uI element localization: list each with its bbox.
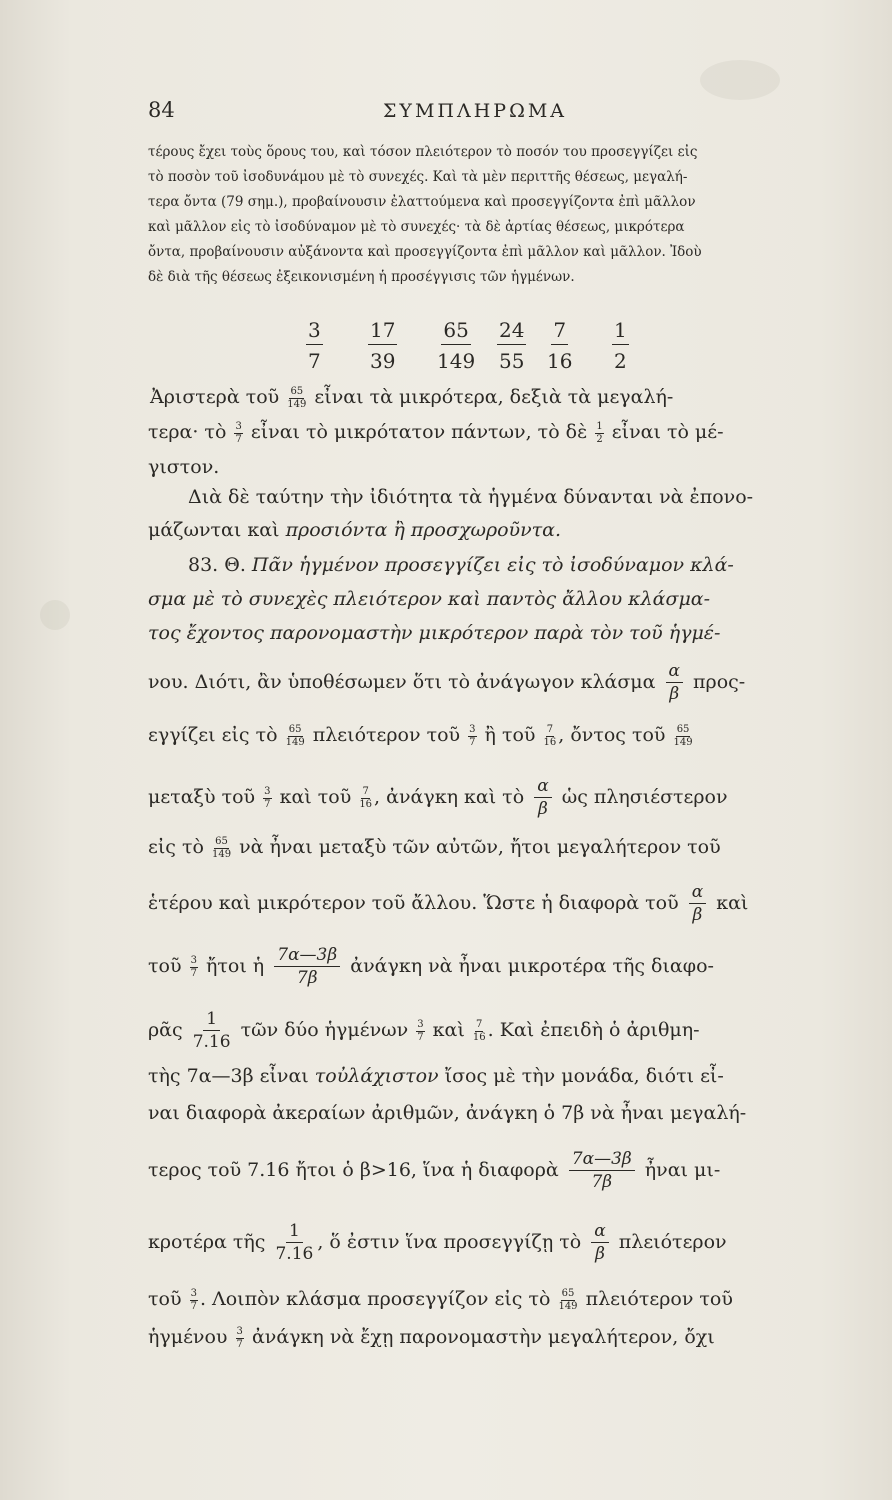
inline-fraction: $\frac{3}{7}$	[417, 1018, 424, 1043]
inline-fraction: $\frac{\alpha}{\beta}$	[689, 883, 706, 925]
text-line: τὴς 7α—3β εἶναι τοὐλάχιστον ἴσος μὲ τὴν μονάδα, διότι εἶ-	[148, 1065, 724, 1087]
inline-fraction: $\frac{3}{7}$	[190, 1287, 197, 1312]
text-line: εἰς τὸ $\frac{65}{149}$ νὰ ἦναι μεταξὺ τῶν αὐτῶν, ἤτοι μεγαλήτερον τοῦ	[148, 835, 721, 860]
inline-fraction: $\frac{1}{7.16}$	[192, 1009, 231, 1052]
text-line: μάζωνται καὶ προσιόντα ἢ προσχωροῦντα.	[148, 519, 562, 541]
running-header	[0, 98, 892, 128]
text-line: κροτέρα τῆς $\frac{1}{7.16}$ , ὅ ἐστιν ἵνα προσεγγίζῃ τὸ $\frac{\alpha}{\beta}$ πλειότερον	[148, 1221, 727, 1264]
text-line: δὲ διὰ τῆς θέσεως ἐξεικονισμένη ἡ προσέγγισις τῶν ἡγμένων.	[148, 269, 575, 285]
inline-fraction: $\frac{3}{7}$	[469, 723, 476, 748]
text-line: τὸ ποσὸν τοῦ ἰσοδυνάμου μὲ τὸ συνεχές. Καὶ τὰ μὲν περιττῆς θέσεως, μεγαλή-	[148, 169, 688, 185]
paper-stain	[700, 60, 780, 100]
convergent-fraction: 65 149	[437, 318, 476, 373]
inline-fraction: $\frac{3}{7}$	[264, 785, 271, 810]
inline-fraction: $\frac{3}{7}$	[235, 420, 242, 445]
text-line: ἡγμένου $\frac{3}{7}$ ἀνάγκη νὰ ἔχῃ παρονομαστὴν μεγαλήτερον, ὄχι	[148, 1325, 715, 1350]
text-line: ναι διαφορὰ ἀκεραίων ἀριθμῶν, ἀνάγκη ὁ 7β νὰ ἦναι μεγαλή-	[148, 1102, 747, 1124]
inline-fraction: $\frac{7\alpha—3\beta}{7\beta}$	[274, 946, 340, 988]
text-line: τοῦ $\frac{3}{7}$ ἤτοι ἡ $\frac{7\alpha—3\beta}{7\beta}$ ἀνάγκη νὰ ἦναι μικροτέρα τῆς διαφο-	[148, 945, 714, 988]
inline-fraction: $\frac{3}{7}$	[190, 954, 197, 979]
paper-stain	[40, 600, 70, 630]
convergents-row	[0, 318, 892, 374]
inline-fraction: $\frac{7\alpha—3\beta}{7\beta}$	[569, 1150, 635, 1192]
inline-fraction: $\frac{65}{149}$	[285, 723, 305, 748]
convergent-fraction: 1 2	[614, 318, 627, 373]
convergent-fraction: 17 39	[370, 318, 396, 373]
text-line: ἑτέρου καὶ μικρότερον τοῦ ἄλλου. Ὥστε ἡ διαφορὰ τοῦ $\frac{\alpha}{\beta}$ καὶ	[148, 882, 749, 925]
text-line: τερα· τὸ $\frac{3}{7}$ εἶναι τὸ μικρότατον πάντων, τὸ δὲ $\frac{1}{2}$ εἶναι τὸ μέ-	[148, 420, 724, 445]
running-title: ΣΥΜΠΛΗΡΩΜΑ	[383, 100, 568, 122]
inline-fraction: $\frac{1}{7.16}$	[275, 1221, 314, 1264]
text-line: σμα μὲ τὸ συνεχὲς πλειότερον καὶ παντὸς ἄλλου κλάσμα-	[148, 588, 711, 610]
text-line: τος ἔχοντος παρονομαστὴν μικρότερον παρὰ τὸν τοῦ ἡγμέ-	[148, 622, 721, 644]
text-line: καὶ μᾶλλον εἰς τὸ ἰσοδύναμον μὲ τὸ συνεχές· τὰ δὲ ἀρτίας θέσεως, μικρότερα	[148, 219, 685, 235]
convergent-fraction: 7 16	[547, 318, 573, 373]
inline-fraction: $\frac{7}{16}$	[472, 1018, 486, 1043]
text-line: τερα ὄντα (79 σημ.), προβαίνουσιν ἐλαττούμενα καὶ προσεγγίζοντα ἐπὶ μᾶλλον	[148, 194, 696, 210]
inline-fraction: $\frac{1}{2}$	[596, 420, 603, 445]
intro-paragraph	[148, 140, 826, 290]
inline-fraction: $\frac{7}{16}$	[543, 723, 557, 748]
inline-fraction: $\frac{65}{149}$	[287, 385, 307, 410]
convergent-fraction: 3 7	[308, 318, 321, 373]
text-line: τοῦ $\frac{3}{7}$ . Λοιπὸν κλάσμα προσεγγίζον εἰς τὸ $\frac{65}{149}$ πλειότερον τοῦ	[148, 1287, 733, 1312]
inline-fraction: $\frac{7}{16}$	[359, 785, 373, 810]
inline-fraction: $\frac{\alpha}{\beta}$	[534, 777, 551, 819]
inline-fraction: $\frac{\alpha}{\beta}$	[666, 662, 683, 704]
text-line: μεταξὺ τοῦ $\frac{3}{7}$ καὶ τοῦ $\frac{7}{16}$ , ἀνάγκη καὶ τὸ $\frac{\alpha}{\beta}$ ὡς πλησιέστερον	[148, 776, 728, 819]
page-number: 84	[148, 98, 175, 122]
convergent-fraction: 24 55	[499, 318, 525, 373]
text-line: εγγίζει εἰς τὸ $\frac{65}{149}$ πλειότερον τοῦ $\frac{3}{7}$ ἢ τοῦ $\frac{7}{16}$ , ὄντος τοῦ $\frac{65}{149}$	[148, 723, 693, 748]
inline-fraction: $\frac{65}{149}$	[558, 1287, 578, 1312]
text-line: τέρους ἔχει τοὺς ὅρους του, καὶ τόσον πλειότερον τὸ ποσόν του προσεγγίζει εἰς	[148, 144, 698, 160]
inline-fraction: $\frac{3}{7}$	[236, 1325, 243, 1350]
inline-fraction: $\frac{65}{149}$	[673, 723, 693, 748]
text-line: τερος τοῦ 7.16 ἤτοι ὁ β>16, ἵνα ἡ διαφορὰ $\frac{7\alpha—3\beta}{7\beta}$ ἦναι μι-	[148, 1149, 721, 1192]
inline-fraction: $\frac{\alpha}{\beta}$	[591, 1222, 608, 1264]
text-line: Διὰ δὲ ταύτην τὴν ἰδιότητα τὰ ἡγμένα δύνανται νὰ ἐπονο-	[188, 486, 754, 508]
text-line: ρᾶς $\frac{1}{7.16}$ τῶν δύο ἡγμένων $\frac{3}{7}$ καὶ $\frac{7}{16}$ . Καὶ ἐπειδὴ ὁ ἀριθμη-	[148, 1009, 700, 1052]
text-line: Ἀριστερὰ τοῦ $\frac{65}{149}$ εἶναι τὰ μικρότερα, δεξιὰ τὰ μεγαλή-	[150, 385, 674, 410]
text-line: ὄντα, προβαίνουσιν αὐξάνοντα καὶ προσεγγίζοντα ἐπὶ μᾶλλον καὶ μᾶλλον. Ἰδοὺ	[148, 244, 702, 260]
text-line: γιστον.	[148, 456, 220, 478]
inline-fraction: $\frac{65}{149}$	[211, 835, 232, 860]
text-line: νου. Διότι, ἂν ὑποθέσωμεν ὅτι τὸ ἀνάγωγον κλάσμα $\frac{\alpha}{\beta}$ προς-	[148, 661, 746, 704]
theorem-heading: 83. Θ. Πᾶν ἡγμένον προσεγγίζει εἰς τὸ ἰσοδύναμον κλά-	[188, 554, 734, 576]
